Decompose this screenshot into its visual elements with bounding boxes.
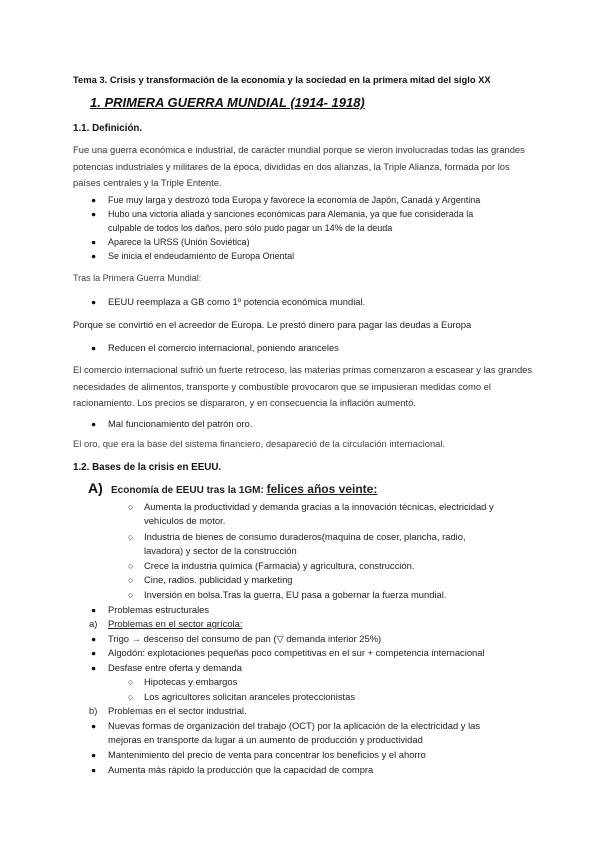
bullet-icon: ● [91, 343, 97, 353]
circle-bullet-icon: ○ [128, 590, 134, 600]
section-1-heading [90, 96, 365, 110]
section-1-number: 1. [90, 95, 101, 110]
sub-list-item: Industria de bienes de consumo duraderos(maquina de coser, plancha, radio, [144, 531, 466, 542]
section-a-title [111, 482, 377, 498]
list-item: Aparece la URSS (Unión Soviética) [108, 237, 250, 247]
bullet-icon: ● [91, 297, 97, 307]
bullet-icon: ● [91, 605, 97, 615]
document-title: Tema 3. Crisis y transformación de la economía y la sociedad en la primera mitad del siglo XX [73, 74, 491, 85]
list-item: Problemas estructurales [108, 604, 210, 615]
industrial-heading: Problemas en el sector industrial. [108, 705, 247, 716]
section-1-title: PRIMERA GUERRA MUNDIAL (1914- 1918) [104, 95, 365, 110]
subsection-1-1-heading: 1.1. Definición. [73, 123, 143, 134]
bullet-icon: ● [91, 663, 97, 673]
section-a-underlined: felices años veinte: [266, 482, 378, 496]
circle-bullet-icon: ○ [128, 561, 134, 571]
section-a-letter: A) [88, 480, 103, 496]
bullet-icon: ● [91, 195, 97, 205]
list-item-continuation: mejoras en transporte da lugar a un aumento de producción y productividad [108, 734, 423, 745]
bullet-icon: ● [91, 419, 97, 429]
sub-list-item-continuation: vehículos de motor. [144, 515, 226, 526]
subsection-1-2-heading: 1.2. Bases de la crisis en EEUU. [73, 462, 222, 473]
circle-bullet-icon: ○ [128, 502, 134, 512]
item-a-letter: a) [89, 618, 98, 629]
sub-list-item-continuation: lavadora) y sector de la construcción [144, 545, 297, 556]
bullet-icon: ● [91, 765, 97, 775]
circle-bullet-icon: ○ [128, 575, 134, 585]
tras-line: Tras la Primera Guerra Mundial: [73, 273, 202, 283]
list-item: EEUU reemplaza a GB como 1º potencia económica mundial. [108, 296, 366, 307]
sub-list-item: Inversión en bolsa.Tras la guerra, EU pasa a gobernar la fuerza mundial. [144, 589, 447, 600]
bullet-icon: ● [91, 648, 97, 658]
circle-bullet-icon: ○ [128, 532, 134, 542]
list-item: Trigo → descenso del consumo de pan (▽ demanda interior 25%) [108, 633, 382, 644]
bullet-icon: ● [91, 237, 97, 247]
circle-bullet-icon: ○ [128, 677, 134, 687]
oro-line: El oro, que era la base del sistema financiero, desapareció de la circulación internacional. [73, 438, 446, 449]
list-item: Fue muy larga y destrozó toda Europa y favorece la economía de Japón, Canadá y Argentina [108, 195, 481, 205]
section-a-heading [88, 481, 103, 495]
sub-list-item: Cine, radios. publicidad y marketing [144, 574, 293, 585]
agricola-heading: Problemas en el sector agrícola: [108, 618, 243, 629]
porque-line: Porque se convirtió en el acreedor de Europa. Le prestó dinero para pagar las deudas a Europa [73, 319, 472, 330]
bullet-icon: ● [91, 251, 97, 261]
list-item: Hubo una victoria aliada y sanciones económicas para Alemania, ya que fue considerada la [108, 209, 474, 219]
intro-paragraph: Fue una guerra económica e industrial, de carácter mundial porque se vieron involucradas todas las grandes potencias industriales y militares de la época, divididas en dos alianzas, la Triple Alianza, formada por los países centrales y la Triple Entente. [73, 144, 525, 188]
item-b-letter: b) [89, 705, 98, 716]
bullet-icon: ● [91, 209, 97, 219]
list-item-continuation: culpable de todos los daños, pero sólo pudo pagar un 14% de la deuda [108, 223, 393, 233]
list-item: Aumenta más rápido la producción que la capacidad de compra [108, 764, 374, 775]
list-item: Reducen el comercio internacional, poniendo aranceles [108, 342, 339, 353]
sub-list-item: Hipotecas y embargos [144, 676, 238, 687]
bullet-icon: ● [91, 750, 97, 760]
list-item: Algodón: explotaciones pequeñas poco competitivas en el sur + competencia internacional [108, 647, 485, 658]
sub-list-item: Los agricultores solicitan aranceles proteccionistas [144, 691, 356, 702]
list-item: Nuevas formas de organización del trabajo (OCT) por la aplicación de la electricidad y las [108, 720, 481, 731]
bullet-icon: ● [91, 634, 97, 644]
list-item: Se inicia el endeudamiento de Europa Oriental [108, 251, 295, 261]
circle-bullet-icon: ○ [128, 692, 134, 702]
sub-list-item: Aumenta la productividad y demanda gracias a la innovación técnicas, electricidad y [144, 501, 494, 512]
comercio-paragraph: El comercio internacional sufrió un fuerte retroceso, las materias primas comenzaron a escasear y las grandes necesidades de alimentos, transporte y combustible provocaron que se impusieran medidas como el racionamiento. Los precios se dispararon, y en consecuencia la inflación aumentó. [73, 364, 533, 408]
list-item: Mal funcionamiento del patrón oro. [108, 418, 253, 429]
bullet-icon: ● [91, 721, 97, 731]
sub-list-item: Crece la industria química (Farmacia) y agricultura, construcción. [144, 560, 415, 571]
list-item: Desfase entre oferta y demanda [108, 662, 242, 673]
section-a-text: Economía de EEUU tras la 1GM: [111, 485, 264, 496]
list-item: Mantenimiento del precio de venta para concentrar los beneficios y el ahorro [108, 749, 426, 760]
